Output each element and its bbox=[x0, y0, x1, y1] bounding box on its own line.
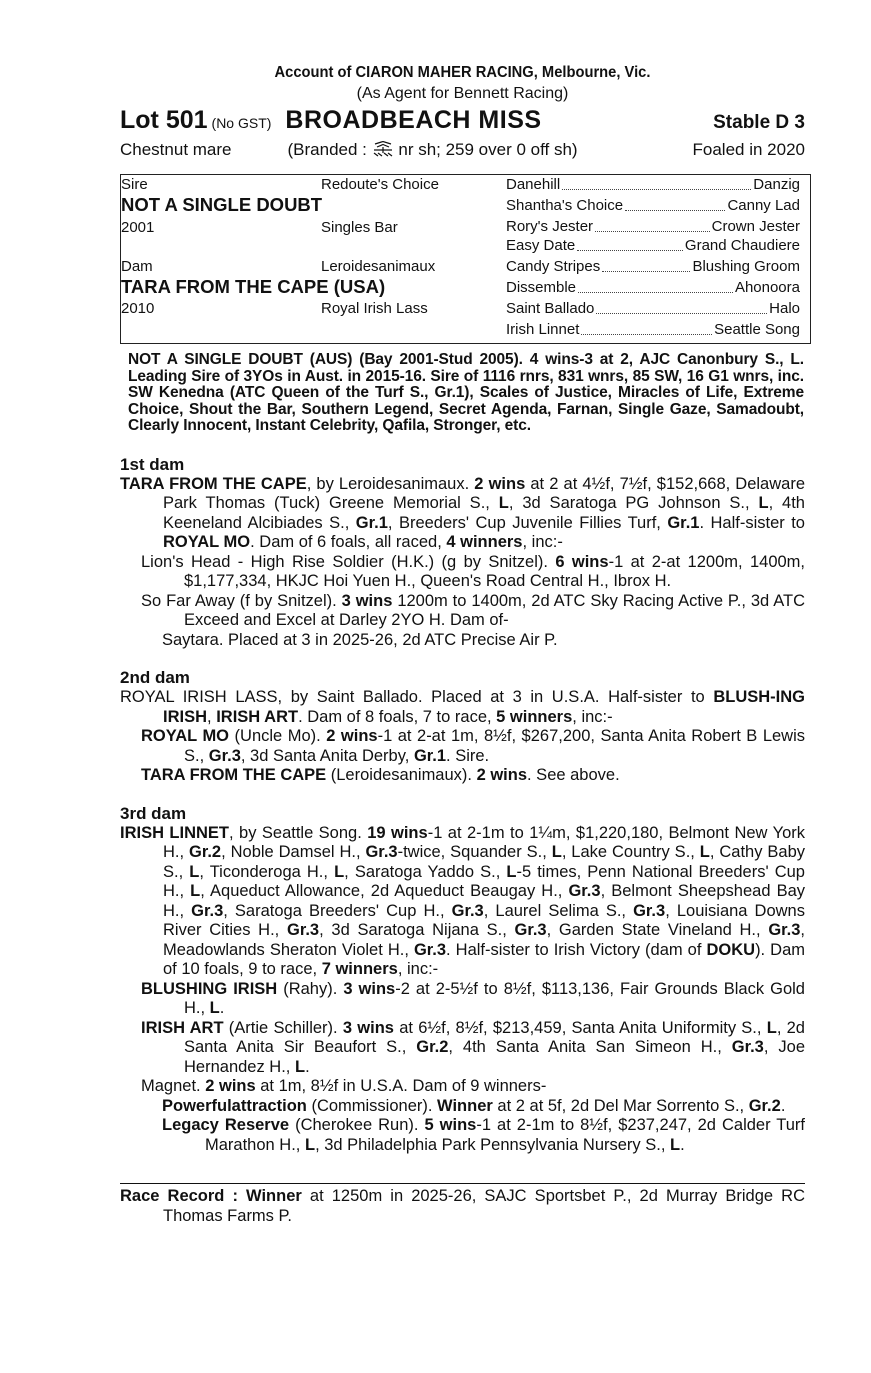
ancestor-row: Dissemble Ahonoora bbox=[506, 279, 800, 296]
second-dam-section bbox=[120, 668, 805, 786]
dam-paragraph: IRISH LINNET, by Seattle Song. 19 wins-1 at 2-1m to 1¼m, $1,220,180, Belmont New York H., Gr.2, Noble Damsel H., Gr.3-twice, Squander S., L, Lake Country S., L, Cathy Baby S., L, Ticonderoga H., L, Saratoga Yaddo S., L-5 times, Penn National Breeders' Cup H., L, Aqueduct Allowance, 2d Aqueduct Beaugay H., Gr.3, Belmont Sheepshead Bay H., Gr.3, Saratoga Breeders' Cup H., Gr.3, Laurel Selima S., Gr.3, Louisiana Downs River Cities H., Gr.3, 3d Saratoga Nijana S., Gr.3, Garden State Vineland H., Gr.3, Meadowlands Sheraton Violet H., Gr.3. Half-sister to Irish Victory (dam of DOKU). Dam of 10 foals, 9 to race, 7 winners, inc:- bbox=[120, 823, 806, 978]
section-heading: 2nd dam bbox=[120, 668, 190, 687]
horse-name: BROADBEACH MISS bbox=[285, 106, 542, 134]
dam-dam: Royal Irish Lass bbox=[321, 300, 428, 317]
section-heading: 1st dam bbox=[120, 454, 185, 474]
progeny-entry: TARA FROM THE CAPE (Leroidesanimaux). 2 wins. See above. bbox=[141, 766, 620, 784]
progeny-entry: So Far Away (f by Snitzel). 3 wins 1200m to 1400m, 2d ATC Sky Racing Active P., 3d ATC Exceed and Excel at Darley 2YO H. Dam of- bbox=[141, 591, 806, 629]
dam-paragraph: ROYAL IRISH LASS, by Saint Ballado. Placed at 3 in U.S.A. Half-sister to BLUSH-ING IRISH, IRISH ART. Dam of 8 foals, 7 to race, 5 winners, inc:- bbox=[120, 688, 805, 726]
race-record bbox=[120, 1183, 805, 1226]
dam-label: Dam bbox=[121, 258, 153, 275]
sire-year: 2001 bbox=[121, 219, 155, 236]
lot-header bbox=[120, 106, 805, 136]
ancestor-row: Danehill Danzig bbox=[506, 176, 800, 193]
progeny-entry: Powerfulattraction (Commissioner). Winner at 2 at 5f, 2d Del Mar Sorrento S., Gr.2. bbox=[162, 1096, 786, 1115]
stable-location: Stable D 3 bbox=[713, 112, 805, 133]
ancestor-row: Shantha's Choice Canny Lad bbox=[506, 197, 800, 214]
ancestor-row: Saint Ballado Halo bbox=[506, 300, 800, 317]
ancestor-row: Rory's Jester Crown Jester bbox=[506, 218, 800, 235]
progeny-entry: IRISH ART (Artie Schiller). 3 wins at 6½f, 8½f, $213,459, Santa Anita Uniformity S., L, 2d Santa Anita Sir Beaufort S., Gr.2, 4th Santa Anita San Simeon H., Gr.3, Joe Hernandez H., L. bbox=[141, 1018, 805, 1076]
third-dam-section bbox=[120, 804, 805, 1156]
sire-dam: Singles Bar bbox=[321, 219, 398, 236]
section-heading: 3rd dam bbox=[120, 803, 187, 823]
brand-mark-icon bbox=[372, 141, 394, 157]
sire-name: NOT A SINGLE DOUBT bbox=[121, 194, 323, 215]
progeny-entry: ROYAL MO (Uncle Mo). 2 wins-1 at 2-at 1m, 8½f, $267,200, Santa Anita Robert B Lewis S., Gr.3, 3d Santa Anita Derby, Gr.1. Sire. bbox=[141, 727, 805, 765]
dam-paragraph: TARA FROM THE CAPE, by Leroidesanimaux. 2 wins at 2 at 4½f, 7½f, $152,668, Delaware Park Thomas (Tuck) Greene Memorial S., L, 3d Saratoga PG Johnson S., L, 4th Keeneland Alcibiades S., Gr.1, Breeders' Cup Juvenile Fillies Turf, Gr.1. Half-sister to ROYAL MO. Dam of 6 foals, all raced, 4 winners, inc:- bbox=[120, 474, 805, 551]
sire-label: Sire bbox=[121, 176, 148, 193]
branded-prefix: (Branded : bbox=[287, 140, 367, 159]
dam-name: TARA FROM THE CAPE (USA) bbox=[121, 276, 386, 297]
agent-line: (As Agent for Bennett Racing) bbox=[356, 85, 569, 102]
sire-sire: Redoute's Choice bbox=[321, 176, 439, 193]
ancestor-row: Candy Stripes Blushing Groom bbox=[506, 258, 800, 275]
dam-sire: Leroidesanimaux bbox=[321, 258, 436, 275]
pedigree-table bbox=[120, 174, 811, 344]
vendor-account: Account of CIARON MAHER RACING, Melbourne, Vic. bbox=[274, 64, 651, 81]
race-record-text: Race Record : Winner at 1250m in 2025-26, SAJC Sportsbet P., 2d Murray Bridge RC Thomas Farms P. bbox=[120, 1187, 805, 1225]
sire-blurb: NOT A SINGLE DOUBT (AUS) (Bay 2001-Stud 2005). 4 wins-3 at 2, AJC Canonbury S., L. Leading Sire of 3YOs in Aust. in 2015-16. Sire of 1116 rnrs, 831 wnrs, 85 SW, 16 G1 wnrs, inc. SW Kenedna (ATC Queen of the Turf S., Gr.1), Scales of Justice, Miracles of Life, Extreme Choice, Shout the Bar, Southern Legend, Secret Agenda, Farnan, Single Gaze, Samadoubt, Clearly Innocent, Instant Celebrity, Qafila, Stronger, etc. bbox=[128, 351, 804, 434]
foaled-year: Foaled in 2020 bbox=[692, 140, 805, 159]
horse-description: Chestnut mare bbox=[120, 140, 232, 159]
progeny-entry: Lion's Head - High Rise Soldier (H.K.) (g by Snitzel). 6 wins-1 at 2-at 1200m, 1400m, $1,177,334, HKJC Hoi Yuen H., Queen's Road Central H., Ibrox H. bbox=[141, 552, 805, 590]
catalogue-page bbox=[120, 62, 805, 1226]
branded-suffix: nr sh; 259 over 0 off sh) bbox=[398, 140, 578, 159]
progeny-entry: Saytara. Placed at 3 in 2025-26, 2d ATC Precise Air P. bbox=[162, 630, 558, 649]
horse-details bbox=[120, 138, 805, 162]
dam-year: 2010 bbox=[121, 300, 155, 317]
progeny-entry: Legacy Reserve (Cherokee Run). 5 wins-1 at 2-1m to 8½f, $237,247, 2d Calder Turf Marathon H., L, 3d Philadelphia Park Pennsylvania Nursery S., L. bbox=[162, 1116, 806, 1154]
ancestor-row: Irish Linnet Seattle Song bbox=[506, 321, 800, 338]
lot-number: Lot 501 bbox=[120, 106, 208, 134]
first-dam-section bbox=[120, 455, 805, 651]
brand-info bbox=[288, 138, 578, 162]
ancestor-row: Easy Date Grand Chaudiere bbox=[506, 237, 800, 254]
progeny-entry: BLUSHING IRISH (Rahy). 3 wins-2 at 2-5½f to 8½f, $113,136, Fair Grounds Black Gold H., L. bbox=[141, 979, 805, 1017]
gst-note: (No GST) bbox=[211, 115, 272, 131]
progeny-entry: Magnet. 2 wins at 1m, 8½f in U.S.A. Dam of 9 winners- bbox=[141, 1077, 547, 1095]
